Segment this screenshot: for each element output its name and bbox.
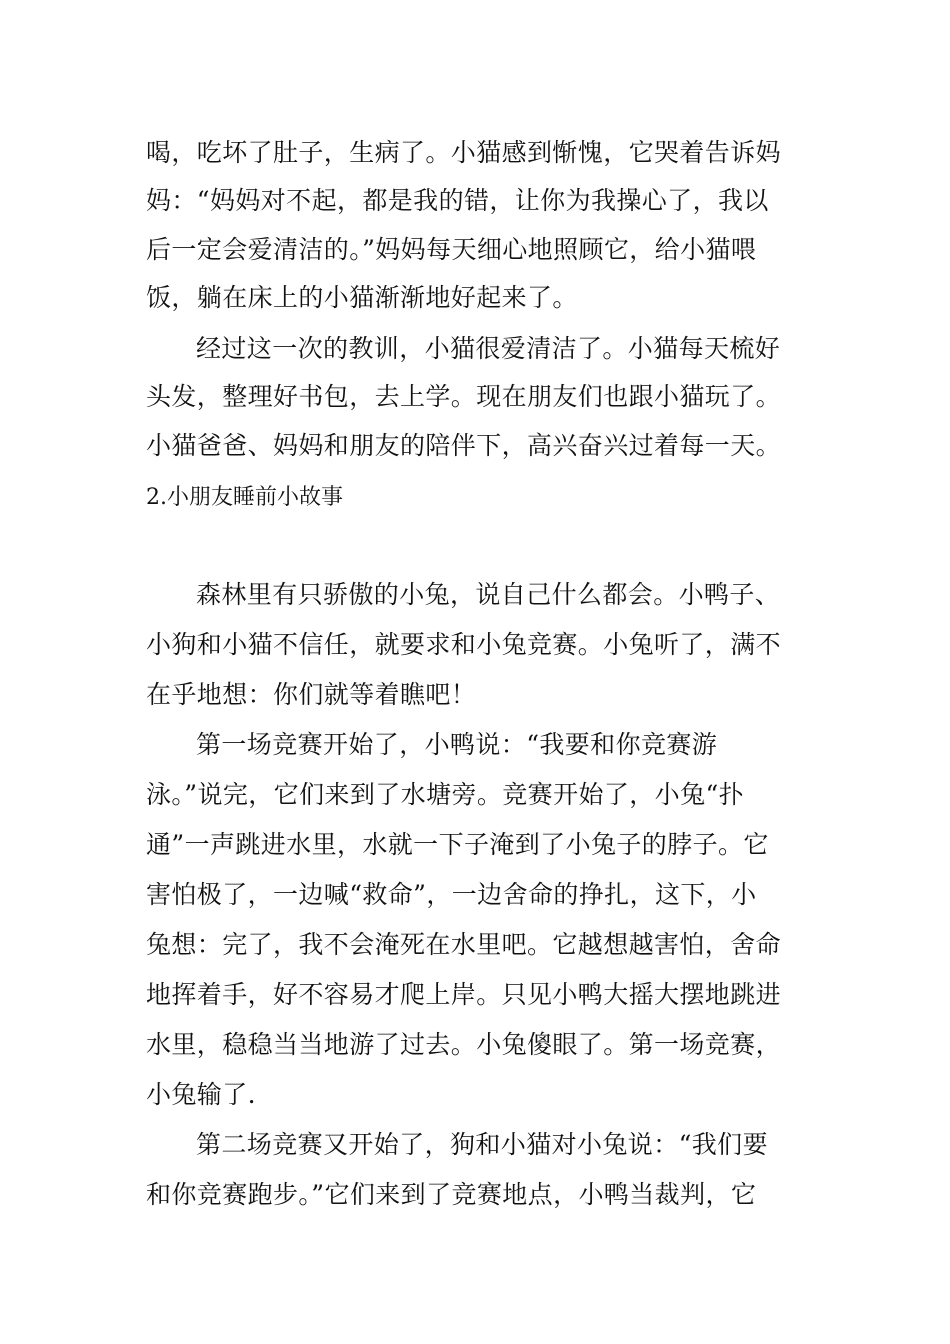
text-line: 兔想：完了，我不会淹死在水里吧。它越想越害怕，舍命 <box>146 930 782 959</box>
text-line: 饭，躺在床上的小猫渐渐地好起来了。 <box>146 283 578 312</box>
text-line: 在乎地想：你们就等着瞧吧！ <box>146 680 477 709</box>
text-line: 和你竞赛跑步。”它们来到了竞赛地点，小鸭当裁判，它 <box>146 1180 757 1209</box>
text-line: 后一定会爱清洁的。”妈妈每天细心地照顾它，给小猫喂 <box>146 235 757 264</box>
text-line: 妈：“妈妈对不起，都是我的错，让你为我操心了，我以 <box>146 186 769 215</box>
text-line: 头发，整理好书包，去上学。现在朋友们也跟小猫玩了。 <box>146 382 782 411</box>
text-line: 第一场竞赛开始了，小鸭说：“我要和你竞赛游 <box>196 730 718 759</box>
text-line: 小狗和小猫不信任，就要求和小兔竞赛。小兔听了，满不 <box>146 630 782 659</box>
text-line: 泳。”说完，它们来到了水塘旁。竞赛开始了，小兔“扑 <box>146 780 745 809</box>
text-line: 喝，吃坏了肚子，生病了。小猫感到惭愧，它哭着告诉妈 <box>146 138 782 167</box>
text-line: 小猫爸爸、妈妈和朋友的陪伴下，高兴奋兴过着每一天。 <box>146 431 782 460</box>
text-line: 经过这一次的教训，小猫很爱清洁了。小猫每天梳好 <box>196 334 781 363</box>
text-line: 森林里有只骄傲的小兔，说自己什么都会。小鸭子、 <box>196 580 781 609</box>
text-line: 通”一声跳进水里，水就一下子淹到了小兔子的脖子。它 <box>146 830 769 859</box>
text-line: 小兔输了. <box>146 1080 256 1109</box>
section-heading: 2.小朋友睡前小故事 <box>146 485 343 510</box>
text-line: 地挥着手，好不容易才爬上岸。只见小鸭大摇大摆地跳进 <box>146 980 782 1009</box>
text-line: 害怕极了，一边喊“救命”，一边舍命的挣扎，这下，小 <box>146 880 757 909</box>
text-line: 第二场竞赛又开始了，狗和小猫对小兔说：“我们要 <box>196 1130 768 1159</box>
text-line: 水里，稳稳当当地游了过去。小兔傻眼了。第一场竞赛， <box>146 1030 782 1059</box>
